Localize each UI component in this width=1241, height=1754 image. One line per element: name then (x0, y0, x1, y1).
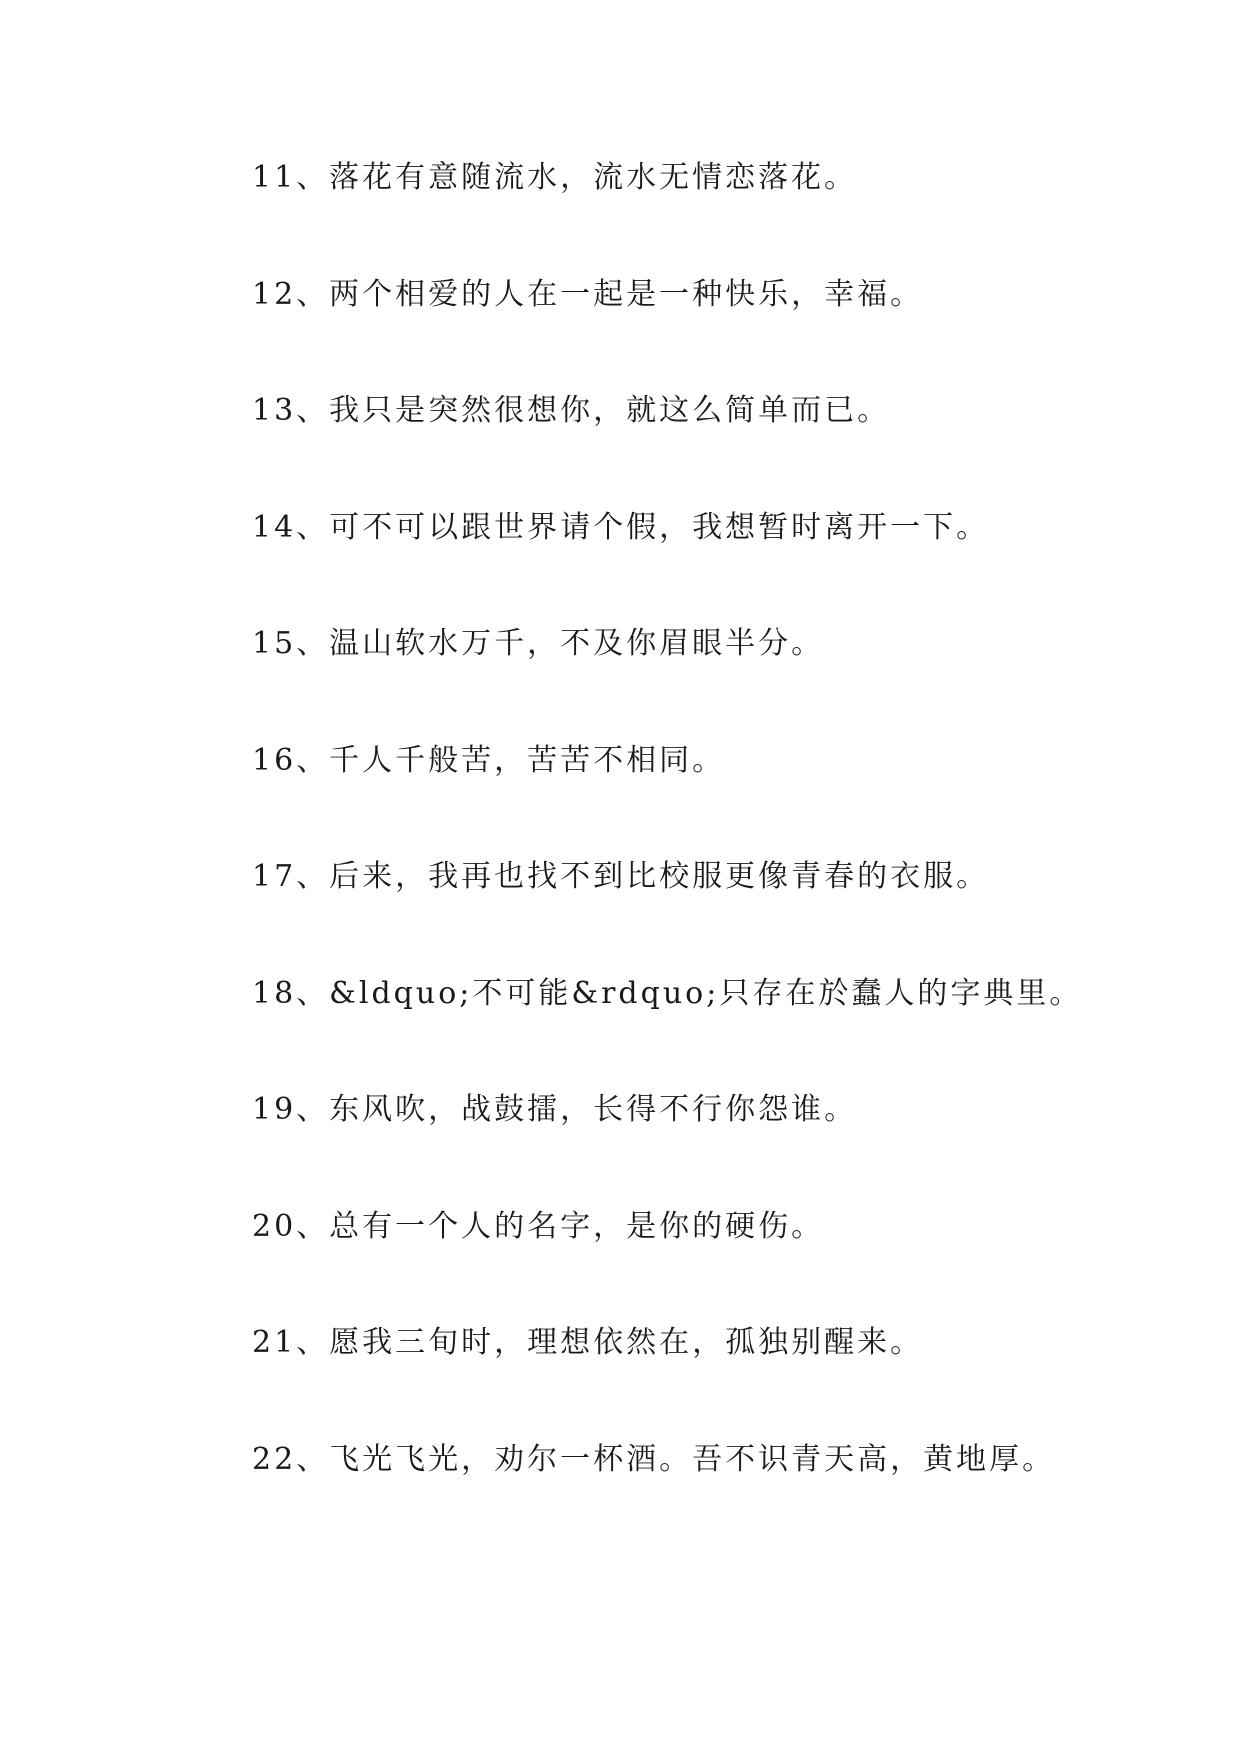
quote-line: 11、落花有意随流水，流水无情恋落花。 (252, 160, 858, 195)
quote-line: 17、后来，我再也找不到比校服更像青春的衣服。 (252, 859, 990, 894)
quote-line: 15、温山软水万千，不及你眉眼半分。 (252, 626, 825, 661)
quote-line: 16、千人千般苦，苦苦不相同。 (252, 742, 726, 778)
quote-line: 20、总有一个人的名字，是你的硬伤。 (252, 1208, 825, 1244)
quote-line: 13、我只是突然很想你，就这么简单而已。 (252, 393, 891, 428)
quote-line: 22、飞光飞光，劝尔一杯酒。吾不识青天高，黄地厚。 (252, 1441, 1056, 1477)
quote-line: 19、东风吹，战鼓擂，长得不行你怨谁。 (252, 1092, 858, 1127)
quote-line: 12、两个相爱的人在一起是一种快乐，幸福。 (252, 276, 924, 312)
quote-list (252, 160, 1192, 1558)
quote-line: 14、可不可以跟世界请个假，我想暂时离开一下。 (252, 509, 990, 545)
quote-line: 21、愿我三旬时，理想依然在，孤独别醒来。 (252, 1325, 924, 1360)
quote-line: 18、&ldquo;不可能&rdquo;只存在於蠢人的字典里。 (252, 975, 1083, 1011)
